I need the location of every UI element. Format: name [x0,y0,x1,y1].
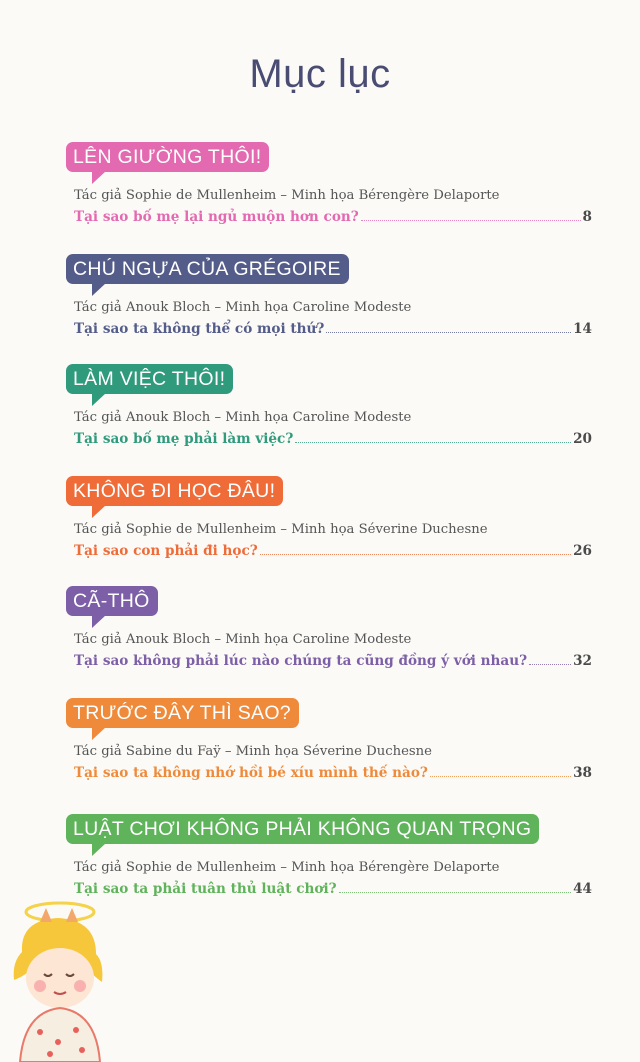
toc-entry[interactable] [66,814,596,897]
toc-entry[interactable] [66,698,596,781]
dot-leader [260,544,571,555]
dot-leader [430,766,571,777]
chapter-question: Tại sao ta phải tuân thủ luật chơi? [74,881,337,897]
chapter-question: Tại sao bố mẹ phải làm việc? [74,431,294,447]
toc-entry[interactable] [66,364,596,447]
toc-entry[interactable] [66,254,596,337]
page-title: Mục lục [249,52,391,96]
chapter-question: Tại sao bố mẹ lại ngủ muộn hơn con? [74,209,359,225]
chapter-title-tag: CÃ-THÔ [66,586,158,616]
chapter-title-tag: TRƯỚC ĐÂY THÌ SAO? [66,698,299,728]
author-credit: Tác giả Anouk Bloch – Minh họa Caroline Modeste [74,300,412,315]
dot-leader [529,654,571,665]
chapter-title-tag: CHÚ NGỰA CỦA GRÉGOIRE [66,254,349,284]
author-credit: Tác giả Sophie de Mullenheim – Minh họa Séverine Duchesne [74,522,488,537]
page-number: 14 [573,321,592,337]
chapter-question-line [74,321,592,337]
author-credit: Tác giả Sophie de Mullenheim – Minh họa Bérengère Delaporte [74,860,500,875]
page-number: 44 [573,881,592,897]
chapter-title-tag: LÊN GIƯỜNG THÔI! [66,142,269,172]
toc-entry[interactable] [66,476,596,559]
author-credit: Tác giả Sophie de Mullenheim – Minh họa Bérengère Delaporte [74,188,500,203]
chapter-question-line [74,765,592,781]
author-credit: Tác giả Anouk Bloch – Minh họa Caroline Modeste [74,410,412,425]
page-number: 8 [582,209,592,225]
chapter-question-line [74,543,592,559]
chapter-title-tag: LÀM VIỆC THÔI! [66,364,233,394]
girl-illustration [0,892,120,1062]
chapter-question: Tại sao không phải lúc nào chúng ta cũng đồng ý với nhau? [74,653,528,669]
chapter-question: Tại sao con phải đi học? [74,543,258,559]
toc-entry[interactable] [66,586,596,669]
author-credit: Tác giả Anouk Bloch – Minh họa Caroline Modeste [74,632,412,647]
chapter-question-line [74,431,592,447]
author-credit: Tác giả Sabine du Faÿ – Minh họa Séverine Duchesne [74,744,432,759]
chapter-question: Tại sao ta không nhớ hồi bé xíu mình thế nào? [74,765,428,781]
chapter-title-tag: KHÔNG ĐI HỌC ĐÂU! [66,476,283,506]
page-number: 32 [573,653,592,669]
chapter-question-line [74,653,592,669]
chapter-question-line [74,209,592,225]
toc-entry[interactable] [66,142,596,225]
chapter-question-line [74,881,592,897]
dot-leader [326,322,571,333]
page-number: 26 [573,543,592,559]
page-number: 20 [573,431,592,447]
dot-leader [361,210,581,221]
page-number: 38 [573,765,592,781]
chapter-title-tag: LUẬT CHƠI KHÔNG PHẢI KHÔNG QUAN TRỌNG [66,814,539,844]
chapter-question: Tại sao ta không thể có mọi thứ? [74,321,325,337]
dot-leader [339,882,571,893]
dot-leader [295,432,571,443]
